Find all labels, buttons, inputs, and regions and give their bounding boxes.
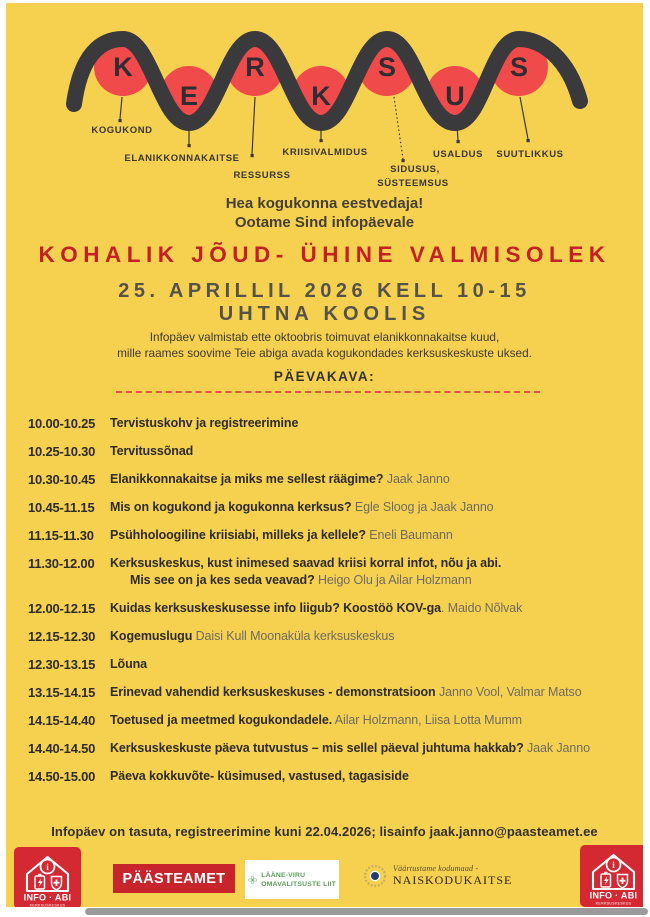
agenda-topic: Kerksuskeskus, kust inimesed saavad kriisi korral infot, nõu ja abi. [110, 556, 502, 570]
kerksus-letter: S [377, 52, 397, 82]
agenda-topic: Mis on kogukond ja kogukonna kerksus? [110, 500, 352, 514]
info-abi-subtext: KERKSUSKESKUS [595, 901, 632, 906]
info-letter: i [46, 862, 49, 872]
agenda-speakers: Jaak Janno [523, 741, 590, 755]
naiskodukaitse-emblem-icon [363, 864, 387, 888]
agenda-topic: Tervistuskohv ja registreerimine [110, 416, 299, 430]
agenda-time: 10.30-10.45 [28, 472, 96, 487]
agenda-topic: Elanikkonnakaitse ja miks me sellest räägime? [110, 472, 384, 486]
description-line-2: mille raames soovime Teie abiga avada kogukondades kerksuskeskuste uksed. [117, 346, 532, 360]
info-abi-logo-right [580, 845, 643, 907]
keyword-suutlikkus: SUUTLIKKUS [496, 149, 564, 160]
agenda-row [28, 712, 637, 729]
kerksus-letter: U [445, 81, 465, 111]
agenda-speakers: Daisi Kull Moonaküla kerksuskeskus [192, 629, 395, 643]
agenda-speakers: Jaak Janno [383, 472, 450, 486]
info-abi-label: INFO · ABI [589, 890, 638, 901]
agenda-speakers: Heigo Olu ja Ailar Holzmann [314, 573, 472, 587]
agenda-description [110, 600, 637, 617]
agenda-speakers: Egle Sloog ja Jaak Janno [351, 500, 494, 514]
agenda-description [110, 768, 637, 785]
paasteamet-label: PÄÄSTEAMET [122, 870, 226, 887]
agenda-row [28, 684, 637, 701]
agenda-topic: Erinevad vahendid kerksuskeskuses - demonstratsioon [110, 685, 436, 699]
agenda-row [28, 768, 637, 785]
agenda-row [28, 600, 637, 617]
agenda-row [28, 415, 637, 432]
poster-title: KOHALIK JÕUD- ÜHINE VALMISOLEK [38, 242, 611, 267]
info-abi-label: INFO · ABI [23, 892, 72, 903]
agenda-topic: Psühholoogiline kriisiabi, milleks ja kellele? [110, 528, 366, 542]
info-abi-logo-left [14, 847, 81, 907]
agenda-row [28, 656, 637, 673]
info-abi-subtext: KERKSUSKESKUS [29, 903, 66, 908]
naiskodukaitse-name: NAISKODUKAITSE [393, 873, 513, 887]
keyword-kriisivalmidus: KRIISIVALMIDUS [282, 147, 368, 158]
horizontal-scrollbar[interactable] [85, 908, 648, 915]
intro-line-2: Ootame Sind infopäevale [234, 214, 415, 231]
kerksus-letter: K [113, 52, 133, 82]
agenda-description [110, 656, 637, 673]
agenda-row [28, 555, 637, 589]
kerksus-letter: E [179, 81, 199, 111]
agenda-speakers: Janno Vool, Valmar Matso [435, 685, 582, 699]
agenda-time: 13.15-14.15 [28, 685, 96, 700]
naiskodukaitse-motto: Väärtustame kodumaad - [393, 864, 479, 873]
agenda-row [28, 499, 637, 516]
agenda-speakers: . Maido Nõlvak [441, 601, 523, 615]
dashed-divider [116, 391, 540, 393]
intro-line-1: Hea kogukonna eestvedaja! [225, 195, 424, 212]
agenda-row [28, 628, 637, 645]
agenda-description [110, 471, 637, 488]
agenda-description [110, 443, 637, 460]
agenda-time: 10.45-11.15 [28, 500, 95, 515]
description-line-1: Infopäev valmistab ette oktoobris toimuvat elanikkonnakaitse kuud, [149, 330, 500, 344]
keyword-kogukond: KOGUKOND [91, 125, 153, 136]
agenda-description [110, 712, 637, 729]
event-location: UHTNA KOOLIS [218, 303, 431, 325]
agenda-time: 10.00-10.25 [28, 416, 96, 431]
agenda-time: 14.50-15.00 [28, 769, 96, 784]
agenda-topic: Toetused ja meetmed kogukondadele. [110, 713, 333, 727]
agenda-topic: Mis see on ja kes seda veavad? [130, 573, 315, 587]
agenda-description [110, 555, 637, 589]
agenda-time: 11.15-11.30 [28, 528, 94, 543]
keyword-ressurss: RESSURSS [233, 170, 291, 181]
footer-note: Infopäev on tasuta, registreerimine kuni 22.04.2026; lisainfo jaak.janno@paasteamet.ee [51, 824, 598, 839]
keyword-usaldus: USALDUS [432, 149, 484, 160]
agenda-time: 14.15-14.40 [28, 713, 96, 728]
agenda-time: 12.00-12.15 [28, 601, 96, 616]
agenda-description [110, 499, 637, 516]
agenda-speakers: Ailar Holzmann, Liisa Lotta Mumm [332, 713, 522, 727]
agenda-topic: Tervitussõnad [110, 444, 194, 458]
paasteamet-logo [113, 864, 235, 893]
page-bottom-strip [0, 907, 650, 917]
agenda-row [28, 443, 637, 460]
agenda-row [28, 471, 637, 488]
agenda-description-line2 [110, 572, 637, 589]
flower-icon [248, 867, 257, 893]
laane-viru-line-1: LÄÄNE-VIRU [261, 871, 306, 879]
agenda-speakers: Eneli Baumann [365, 528, 453, 542]
event-datetime: 25. APRILLIL 2026 KELL 10-15 [118, 280, 531, 302]
keyword-susteemsus: SÜSTEEMSUS [377, 178, 449, 189]
agenda-description [110, 527, 637, 544]
agenda-topic: Kuidas kerksuskeskusesse info liigub? Koostöö KOV-ga [110, 601, 442, 615]
keyword-elanikkonnakaitse: ELANIKKONNAKAITSE [124, 153, 240, 164]
agenda-time: 12.15-12.30 [28, 629, 96, 644]
agenda-heading: PÄEVAKAVA: [273, 369, 376, 384]
agenda-time: 12.30-13.15 [28, 657, 96, 672]
laane-viru-logo [245, 860, 339, 899]
poster [6, 3, 643, 907]
agenda-topic: Lõuna [110, 657, 147, 671]
agenda-topic: Kogemuslugu [110, 629, 193, 643]
agenda-description [110, 684, 637, 701]
agenda-row [28, 740, 637, 757]
info-letter: i [612, 860, 615, 870]
kerksus-letter: R [245, 52, 265, 82]
agenda-topic: Päeva kokkuvõte- küsimused, vastused, tagasiside [110, 769, 409, 783]
agenda-list [28, 415, 637, 796]
agenda-time: 14.40-14.50 [28, 741, 96, 756]
agenda-description [110, 628, 637, 645]
naiskodukaitse-logo [363, 864, 512, 888]
keyword-sidusus: SIDUSUS, [390, 164, 440, 175]
agenda-time: 10.25-10.30 [28, 444, 96, 459]
laane-viru-line-2: OMAVALITSUSTE LIIT [261, 880, 336, 888]
kerksus-wave-graphic [6, 9, 643, 199]
agenda-row [28, 527, 637, 544]
kerksus-letter: K [311, 81, 331, 111]
agenda-description [110, 415, 637, 432]
agenda-topic: Kerksuskeskuste päeva tutvustus – mis sellel päeval juhtuma hakkab? [110, 741, 524, 755]
agenda-description [110, 740, 637, 757]
kerksus-letter: S [509, 52, 529, 82]
agenda-time: 11.30-12.00 [28, 556, 95, 571]
